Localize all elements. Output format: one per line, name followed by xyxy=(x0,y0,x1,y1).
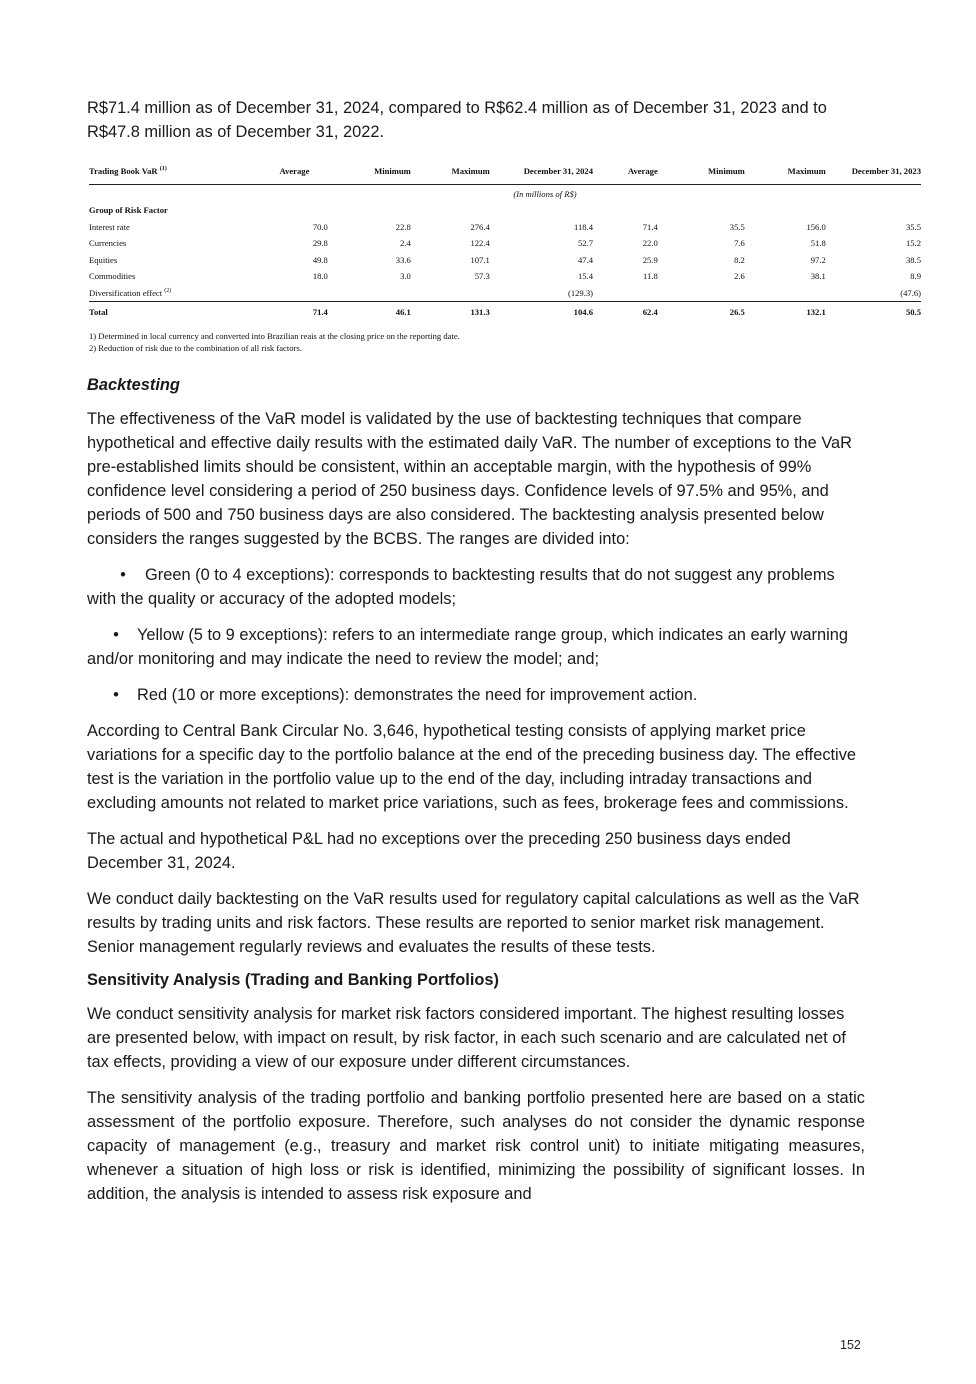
table-cell: 118.4 xyxy=(573,221,594,232)
sensitivity-paragraph: The sensitivity analysis of the trading portfolio and banking portfolio presented here are based on a static assessment of the portfolio exposure. Therefore, such analyses do not consider the dynamic response capacity of management (e.g., treasury and market risk control unit) to initiate mitigating measures, whenever a situation of high loss or risk is identified, minimizing the possibility of significant losses. In addition, the analysis is intended to assess risk exposure and xyxy=(87,1089,865,1203)
table-cell: (129.3) xyxy=(490,285,593,302)
trading-book-var-table xyxy=(89,166,921,322)
backtesting-paragraph: According to Central Bank Circular No. 3,646, hypothetical testing consists of applying market price variations for a specific day to the portfolio balance at the end of the preceding business day. The effective test is the variation in the portfolio value up to the end of the day, including intraday transactions and excluding amounts not related to market price variations, such as fees, brokerage fees and commissions. xyxy=(87,722,857,812)
table-cell: 7.6 xyxy=(734,238,745,249)
table-units-row xyxy=(89,185,921,203)
table-cell: 50.5 xyxy=(905,307,921,317)
table-cell: 276.4 xyxy=(470,221,490,232)
table-header-cell: Maximum xyxy=(411,166,490,185)
table-row xyxy=(89,235,921,252)
table-row xyxy=(89,285,921,302)
table-cell xyxy=(261,285,328,302)
table-cell: 33.6 xyxy=(395,254,411,265)
intro-paragraph: R$71.4 million as of December 31, 2024, compared to R$62.4 million as of December 31, 2023 and to R$47.8 million as of December 31, 2022. xyxy=(87,99,827,141)
table-cell: 8.9 xyxy=(910,271,921,282)
table-cell: 38.5 xyxy=(905,254,921,265)
row-label: Currencies xyxy=(89,238,127,249)
table-cell: 29.8 xyxy=(312,238,328,249)
table-cell: 15.4 xyxy=(577,271,594,282)
table-cell: 25.9 xyxy=(642,254,658,265)
units-label: (In millions of R$) xyxy=(513,188,577,199)
row-label: Total xyxy=(89,307,108,317)
table-header-cell: Maximum xyxy=(745,166,826,185)
table-cell: 71.4 xyxy=(642,221,658,232)
table-total-row xyxy=(89,302,921,323)
list-item: • Yellow (5 to 9 exceptions): refers to an intermediate range group, which indicates an early warning and/or monitoring and may indicate the need to review the model; and; xyxy=(87,623,865,671)
table-header-cell: Minimum xyxy=(658,166,745,185)
table-row xyxy=(89,252,921,269)
table-cell: 35.5 xyxy=(729,221,745,232)
table-cell: 2.6 xyxy=(734,271,745,282)
backtesting-paragraph: We conduct daily backtesting on the VaR results used for regulatory capital calculations as well as the VaR results by trading units and risk factors. These results are reported to senior market risk management. Senior management regularly reviews and evaluates the results of these tests. xyxy=(87,890,860,956)
bullet-icon: • xyxy=(113,686,119,704)
page-content xyxy=(87,96,921,1218)
table-header-cell: Average xyxy=(261,166,328,185)
table-cell: 70.0 xyxy=(312,221,328,232)
footnote: 2) Reduction of risk due to the combination of all risk factors. xyxy=(89,343,302,353)
table-header-cell: December 31, 2024 xyxy=(490,166,593,185)
table-cell xyxy=(745,285,826,302)
list-item: • Red (10 or more exceptions): demonstrates the need for improvement action. xyxy=(87,683,865,707)
group-label: Group of Risk Factor xyxy=(89,205,168,216)
row-label: Diversification effect $^{(2)}$ xyxy=(89,285,261,302)
row-label: Equities xyxy=(89,254,118,265)
table-cell xyxy=(411,285,490,302)
table-row xyxy=(89,219,921,236)
table-cell xyxy=(658,285,745,302)
table-cell: 26.5 xyxy=(729,307,745,317)
table-cell: 38.1 xyxy=(810,271,826,282)
table-group-row xyxy=(89,202,921,219)
table-cell: 104.6 xyxy=(573,307,594,317)
bullet-icon: • xyxy=(120,566,126,584)
table-cell: 51.8 xyxy=(810,238,826,249)
table-cell: 97.2 xyxy=(810,254,826,265)
page-number: 152 xyxy=(840,1338,861,1352)
table-cell: 132.1 xyxy=(806,307,826,317)
table-cell: 22.8 xyxy=(395,221,411,232)
sensitivity-paragraph: We conduct sensitivity analysis for market risk factors considered important. The highest resulting losses are presented below, with impact on result, by risk factor, in each such scenario and are calculated net of tax effects, providing a view of our exposure under different circumstances. xyxy=(87,1005,846,1071)
table-header-cell: December 31, 2023 xyxy=(826,166,921,185)
backtesting-paragraph: The effectiveness of the VaR model is validated by the use of backtesting techniques that compare hypothetical and effective daily results with the estimated daily VaR. The number of exceptions to the VaR pre-established limits should be consistent, within an acceptable margin, with the hypothesis of 99% confidence level considering a period of 250 business days. Confidence levels of 97.5% and 95%, and periods of 500 and 750 business days are also considered. The backtesting analysis presented below considers the ranges suggested by the BCBS. The ranges are divided into: xyxy=(87,410,853,548)
table-cell: 71.4 xyxy=(312,307,328,317)
table-cell: 62.4 xyxy=(642,307,658,317)
table-cell: 107.1 xyxy=(470,254,490,265)
row-label: Commodities xyxy=(89,271,136,282)
table-cell: 46.1 xyxy=(395,307,411,317)
table-cell: 156.0 xyxy=(806,221,826,232)
sensitivity-heading: Sensitivity Analysis (Trading and Banking Portfolios) xyxy=(87,971,499,989)
bullet-icon: • xyxy=(113,626,119,644)
table-cell: 35.5 xyxy=(905,221,921,232)
table-cell: 11.8 xyxy=(643,271,658,282)
table-cell: 57.3 xyxy=(474,271,490,282)
backtesting-heading: Backtesting xyxy=(87,376,180,394)
table-cell: 122.4 xyxy=(470,238,490,249)
table-cell xyxy=(328,285,411,302)
table-cell: 2.4 xyxy=(400,238,411,249)
table-header-cell: Average xyxy=(593,166,658,185)
table-cell: 52.7 xyxy=(577,238,594,249)
table-cell: 131.3 xyxy=(470,307,490,317)
table-header-cell: Trading Book VaR $^{(1)}$ xyxy=(89,166,261,185)
list-item: • Green (0 to 4 exceptions): corresponds to backtesting results that do not suggest any problems with the quality or accuracy of the adopted models; xyxy=(87,563,865,611)
table-cell: 22.0 xyxy=(642,238,658,249)
table-cell: 3.0 xyxy=(400,271,411,282)
table-cell: (47.6) xyxy=(826,285,921,302)
table-header-row xyxy=(89,166,921,185)
footnote: 1) Determined in local currency and converted into Brazilian reais at the closing price on the reporting date. xyxy=(89,331,460,341)
table-cell: 47.4 xyxy=(577,254,594,265)
table-cell xyxy=(593,285,658,302)
table-row xyxy=(89,268,921,285)
table-cell: 18.0 xyxy=(312,271,328,282)
table-cell: 49.8 xyxy=(312,254,328,265)
row-label: Interest rate xyxy=(89,221,130,232)
table-footnotes xyxy=(89,330,865,354)
table-cell: 8.2 xyxy=(734,254,745,265)
backtesting-paragraph: The actual and hypothetical P&L had no exceptions over the preceding 250 business days ended December 31, 2024. xyxy=(87,830,791,872)
table-cell: 15.2 xyxy=(905,238,921,249)
table-header-cell: Minimum xyxy=(328,166,411,185)
